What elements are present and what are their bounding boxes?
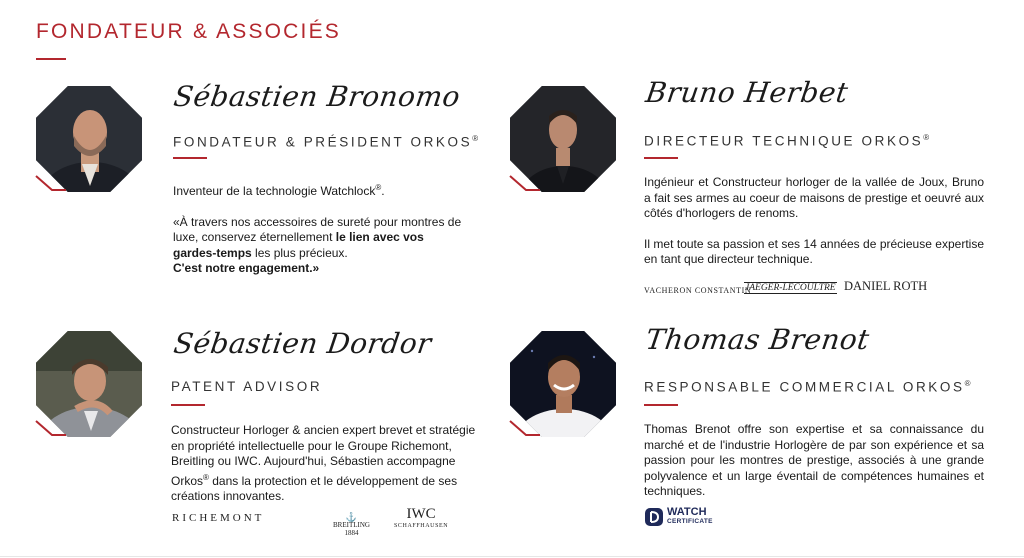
role-title: FONDATEUR & PRÉSIDENT ORKOS®: [173, 134, 479, 150]
role-divider: [644, 157, 678, 159]
signature: Sébastien Dordor: [171, 327, 434, 360]
bio-text: Ingénieur et Constructeur horloger de la vallée de Joux, Bruno a fait ses armes au coeur de maisons de prestige et oeuvré aux côtés d'horlogers de renoms. Il met toute sa passion et ses 14 années de précieuse expertise en tant que directeur technique.: [644, 175, 984, 266]
signature: Thomas Brenot: [643, 323, 872, 356]
corner-accent: [34, 174, 68, 192]
signature: Bruno Herbet: [643, 76, 851, 109]
bio-text: Thomas Brenot offre son expertise et sa connaissance du marché et de l'industrie Horlogère de par son expérience et sa passion pour les montres de prestige, associés à une grande polyvalence et un large éventail de compétences humaines et techniques.: [644, 422, 984, 498]
corner-accent: [508, 174, 542, 192]
role-divider: [173, 157, 207, 159]
bottom-divider: [0, 556, 1024, 557]
brand-logo-iwc: IWC SCHAFFHAUSEN: [394, 506, 449, 529]
signature: Sébastien Bronomo: [171, 80, 463, 113]
role-title: PATENT ADVISOR: [171, 379, 323, 394]
role-title: RESPONSABLE COMMERCIAL ORKOS®: [644, 379, 971, 395]
page-title: FONDATEUR & ASSOCIÉS: [36, 20, 341, 43]
brand-logo-richemont: RICHEMONT: [172, 512, 265, 524]
brand-logo-vacheron: VACHERON CONSTANTIN: [644, 286, 752, 295]
watch-certificate-badge: WATCH CERTIFICATE: [644, 507, 713, 527]
certificate-icon: [644, 507, 664, 527]
role-title: DIRECTEUR TECHNIQUE ORKOS®: [644, 133, 930, 149]
corner-accent: [508, 419, 542, 437]
brand-logo-daniel-roth: DANIEL ROTH: [844, 279, 928, 293]
brand-logo-jaeger: JAEGER-LECOULTRE: [745, 283, 836, 293]
bio-text: Inventeur de la technologie Watchlock®. «À travers nos accessoires de sureté pour montres de luxe, conservez éternellement le lien avec vos gardes-temps les plus précieux. C'est notre engagement.»: [173, 183, 462, 275]
title-divider: [36, 58, 66, 60]
bio-text: Constructeur Horloger & ancien expert brevet et stratégie en propriété intellectuelle pour le Groupe Richemont, Breitling ou IWC. Aujourd'hui, Sébastien accompagne Orkos® dans la protection et le développement de ses créations innovantes.: [171, 423, 476, 503]
role-divider: [171, 404, 205, 406]
corner-accent: [34, 419, 68, 437]
role-divider: [644, 404, 678, 406]
brand-logo-breitling: ⚓ BREITLING 1884: [333, 512, 370, 537]
